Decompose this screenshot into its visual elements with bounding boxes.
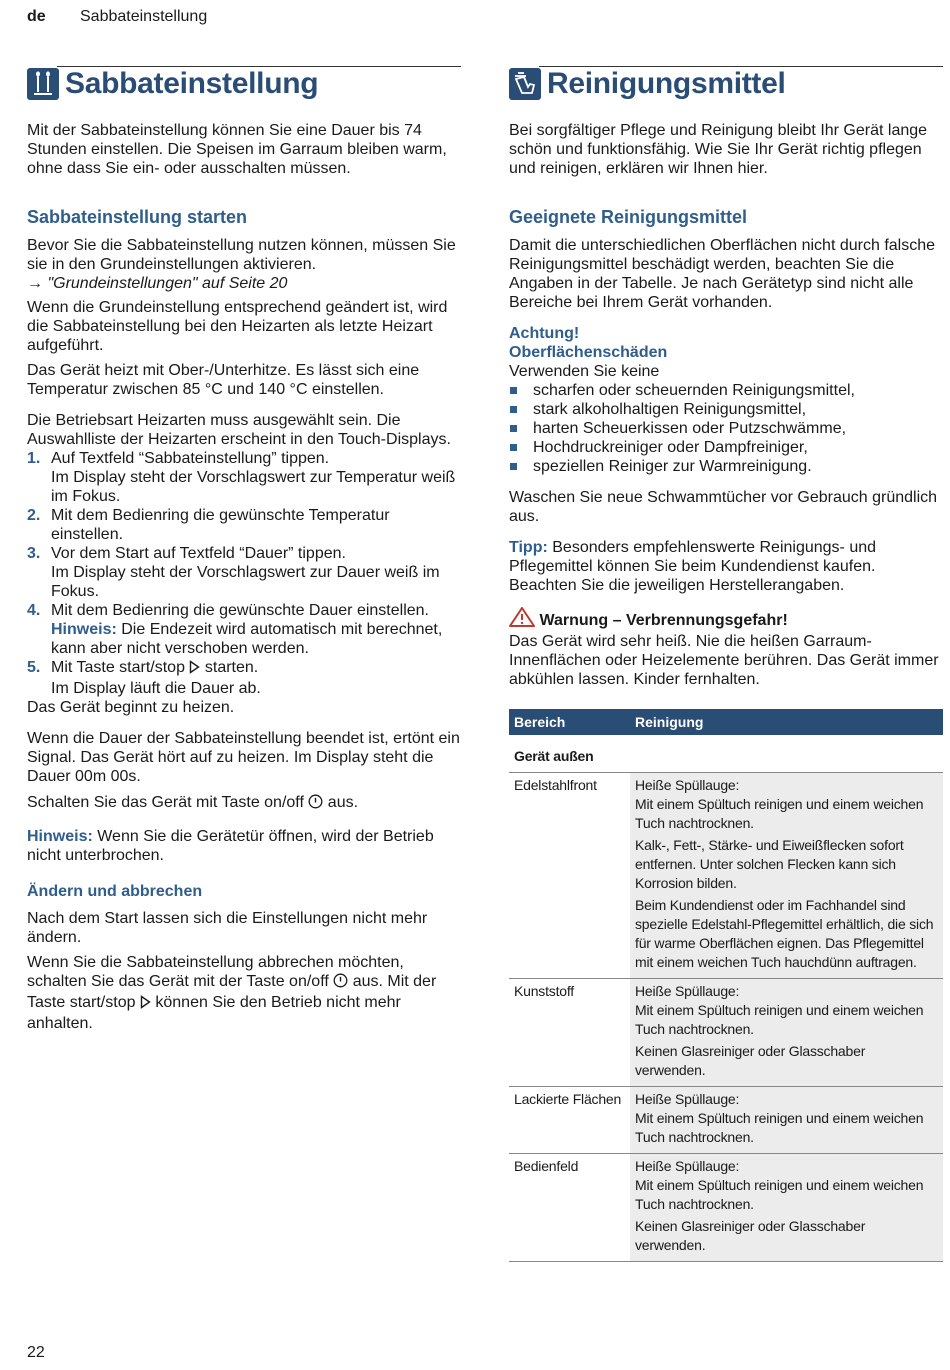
tip-text: Besonders empfehlenswerte Reinigungs- und Pflegemittel können Sie beim Kundendienst kaufen. Beachten Sie die jeweiligen Herstellerangaben. xyxy=(509,539,877,594)
hint-text: Die Endezeit wird automatisch mit berechnet, kann aber nicht verschoben werden. xyxy=(51,621,443,657)
step-result: Im Display steht der Vorschlagswert zur Temperatur weiß im Fokus. xyxy=(51,469,456,505)
cross-reference[interactable] xyxy=(27,274,461,293)
list-item xyxy=(27,658,461,698)
list-item xyxy=(27,506,461,544)
cleaning-cell xyxy=(630,979,943,1087)
text: Wenn Sie die Sabbateinstellung abbrechen möchten, schalten Sie das Gerät mit der Taste on/off xyxy=(27,954,404,990)
list-item xyxy=(27,544,461,601)
power-icon xyxy=(308,794,323,814)
list-item: scharfen oder scheuernden Reinigungsmittel, xyxy=(509,381,943,400)
table-row xyxy=(509,979,943,1087)
caution-subtitle: Oberflächenschäden xyxy=(509,344,668,361)
left-column xyxy=(27,66,461,1033)
step-result: Im Display läuft die Dauer ab. xyxy=(51,680,261,697)
start-heading: Sabbateinstellung starten xyxy=(27,207,248,227)
page-title: Sabbateinstellung xyxy=(65,67,319,100)
cleaning-text: Keinen Glasreiniger oder Glasschaber verwenden. xyxy=(635,1218,866,1253)
list-item: Hochdruckreiniger oder Dampfreiniger, xyxy=(509,438,943,457)
warning-title-text: Warnung – Verbrennungsgefahr! xyxy=(539,612,788,629)
text: aus. Mit der Taste start/stop xyxy=(27,973,437,1011)
reference-link[interactable]: "Grundeinstellungen" auf Seite 20 xyxy=(47,275,288,292)
cleaning-text: Heiße Spüllauge: Mit einem Spültuch reinigen und einem weichen Tuch nachtrocknen. xyxy=(635,1158,924,1212)
right-column xyxy=(509,66,943,1262)
cleaning-text: Keinen Glasreiniger oder Glasschaber verwenden. xyxy=(635,1043,866,1078)
sabbath-title-row xyxy=(27,67,461,101)
list-item: stark alkoholhaltigen Reinigungsmittel, xyxy=(509,400,943,419)
table-header xyxy=(509,709,943,735)
text: können Sie den Betrieb nicht mehr anhalten. xyxy=(27,994,401,1032)
paragraph: Die Betriebsart Heizarten muss ausgewählt sein. Die Auswahlliste der Heizarten erscheint in den Touch-Displays. xyxy=(27,412,451,448)
section-title: Reinigungsmittel xyxy=(547,67,786,100)
step-text: Vor dem Start auf Textfeld “Dauer” tippen. xyxy=(51,545,346,562)
arrow-icon: → xyxy=(27,275,43,292)
caution-label: Achtung! xyxy=(509,325,580,342)
step-text: Auf Textfeld “Sabbateinstellung” tippen. xyxy=(51,450,330,467)
paragraph: Damit die unterschiedlichen Oberflächen nicht durch falsche Reinigungsmittel beschädigt werden, beachten Sie die Angaben in der Tabelle. Je nach Gerätetyp sind nicht alle Bereiche bei Ihrem Gerät vorhanden. xyxy=(509,237,936,311)
step-number: 4. xyxy=(27,602,41,619)
step-result: Im Display steht der Vorschlagswert zur Dauer weiß im Fokus. xyxy=(51,564,440,600)
paragraph: Wenn die Dauer der Sabbateinstellung beendet ist, ertönt ein Signal. Das Gerät hört auf zu heizen. Im Display steht die Dauer 00m 00s. xyxy=(27,730,460,785)
list-item xyxy=(27,601,461,658)
paragraph xyxy=(27,953,461,1033)
header-section-title: Sabbateinstellung xyxy=(80,8,208,25)
paragraph: Waschen Sie neue Schwammtücher vor Gebrauch gründlich aus. xyxy=(509,489,938,525)
step-text: Mit dem Bedienring die gewünschte Dauer einstellen. xyxy=(51,602,429,619)
paragraph: Wenn die Grundeinstellung entsprechend geändert ist, wird die Sabbateinstellung bei den Heizarten als letzte Heizart aufgeführt. xyxy=(27,299,448,354)
play-icon xyxy=(189,660,200,679)
play-icon xyxy=(140,995,151,1014)
page-header xyxy=(27,8,208,26)
cleaning-text: Heiße Spüllauge: Mit einem Spültuch reinigen und einem weichen Tuch nachtrocknen. xyxy=(635,777,924,831)
list-item: speziellen Reiniger zur Warmreinigung. xyxy=(509,457,943,476)
table-group-row xyxy=(509,735,943,773)
area-cell: Bedienfeld xyxy=(509,1154,630,1262)
hint xyxy=(27,827,461,865)
suitable-heading: Geeignete Reinigungsmittel xyxy=(509,207,748,227)
step-text: Mit dem Bedienring die gewünschte Temperatur einstellen. xyxy=(51,507,390,543)
cleaning-title-row xyxy=(509,67,943,101)
cleaning-text: Heiße Spüllauge: Mit einem Spültuch reinigen und einem weichen Tuch nachtrocknen. xyxy=(635,983,924,1037)
group-label: Gerät außen xyxy=(509,735,943,773)
cleaning-text: Kalk-, Fett-, Stärke- und Eiweißflecken sofort entfernen. Unter solchen Flecken kann sich Korrosion bilden. xyxy=(635,837,904,891)
warning-title xyxy=(509,607,943,632)
area-cell: Kunststoff xyxy=(509,979,630,1087)
paragraph: Verwenden Sie keine xyxy=(509,363,660,380)
paragraph: Bevor Sie die Sabbateinstellung nutzen können, müssen Sie sie in den Grundeinstellungen aktivieren. xyxy=(27,237,456,273)
step-text: Mit Taste start/stop xyxy=(51,659,190,676)
bullet-list xyxy=(509,381,943,476)
warning-text: Das Gerät wird sehr heiß. Nie die heißen Garraum-Innenflächen oder Heizelemente berühren. Das Gerät immer abkühlen lassen. Kinder fernhalten. xyxy=(509,633,939,688)
area-cell: Edelstahlfront xyxy=(509,773,630,979)
power-icon xyxy=(333,973,348,993)
step-list xyxy=(27,449,461,698)
text: aus. xyxy=(323,794,359,811)
paragraph: Nach dem Start lassen sich die Einstellungen nicht mehr ändern. xyxy=(27,910,428,946)
hint-text: Wenn Sie die Gerätetür öffnen, wird der Betrieb nicht unterbrochen. xyxy=(27,828,434,864)
paragraph: Das Gerät heizt mit Ober-/Unterhitze. Es lässt sich eine Temperatur zwischen 85 °C und 140 °C einstellen. xyxy=(27,362,420,398)
list-item xyxy=(27,449,461,506)
cleaning-intro: Bei sorgfältiger Pflege und Reinigung bleibt Ihr Gerät lange schön und funktionsfähig. Wie Sie Ihr Gerät richtig pflegen und reinigen, erklären wir Ihnen hier. xyxy=(509,122,928,177)
candles-icon xyxy=(27,68,59,100)
cleaning-table xyxy=(509,709,943,1262)
column-header: Reinigung xyxy=(630,709,943,735)
list-item: harten Scheuerkissen oder Putzschwämme, xyxy=(509,419,943,438)
hint-label: Hinweis: xyxy=(51,621,117,638)
sabbath-intro: Mit der Sabbateinstellung können Sie eine Dauer bis 74 Stunden einstellen. Die Speisen im Garraum bleiben warm, ohne dass Sie ein- oder ausschalten müssen. xyxy=(27,122,447,177)
step-text: starten. xyxy=(200,659,259,676)
paragraph xyxy=(27,793,461,814)
tip-label: Tipp: xyxy=(509,539,548,556)
column-header: Bereich xyxy=(509,709,630,735)
cleaning-text: Beim Kundendienst oder im Fachhandel sind spezielle Edelstahl-Pflegemittel erhältlich, die sich für warme Oberflächen eignen. Das Pflegemittel mit einem weichen Tuch hauchdünn auftragen. xyxy=(635,897,934,970)
cleaning-hand-icon xyxy=(509,68,541,100)
page-number: 22 xyxy=(27,1344,45,1361)
step-number: 5. xyxy=(27,659,41,676)
table-row xyxy=(509,773,943,979)
cleaning-cell xyxy=(630,773,943,979)
step-number: 3. xyxy=(27,545,41,562)
table-row xyxy=(509,1154,943,1262)
cleaning-cell xyxy=(630,1087,943,1154)
area-cell: Lackierte Flächen xyxy=(509,1087,630,1154)
cleaning-cell xyxy=(630,1154,943,1262)
cleaning-table-wrap xyxy=(509,709,943,1262)
paragraph: Das Gerät beginnt zu heizen. xyxy=(27,699,235,716)
text: Schalten Sie das Gerät mit Taste on/off xyxy=(27,794,309,811)
step-number: 2. xyxy=(27,507,41,524)
table-row xyxy=(509,1087,943,1154)
language-label: de xyxy=(27,8,46,25)
step-number: 1. xyxy=(27,450,41,467)
tip xyxy=(509,538,943,595)
warning-icon xyxy=(509,607,535,632)
hint-label: Hinweis: xyxy=(27,828,93,845)
cleaning-text: Heiße Spüllauge: Mit einem Spültuch reinigen und einem weichen Tuch nachtrocknen. xyxy=(635,1091,924,1145)
change-heading: Ändern und abbrechen xyxy=(27,883,203,900)
